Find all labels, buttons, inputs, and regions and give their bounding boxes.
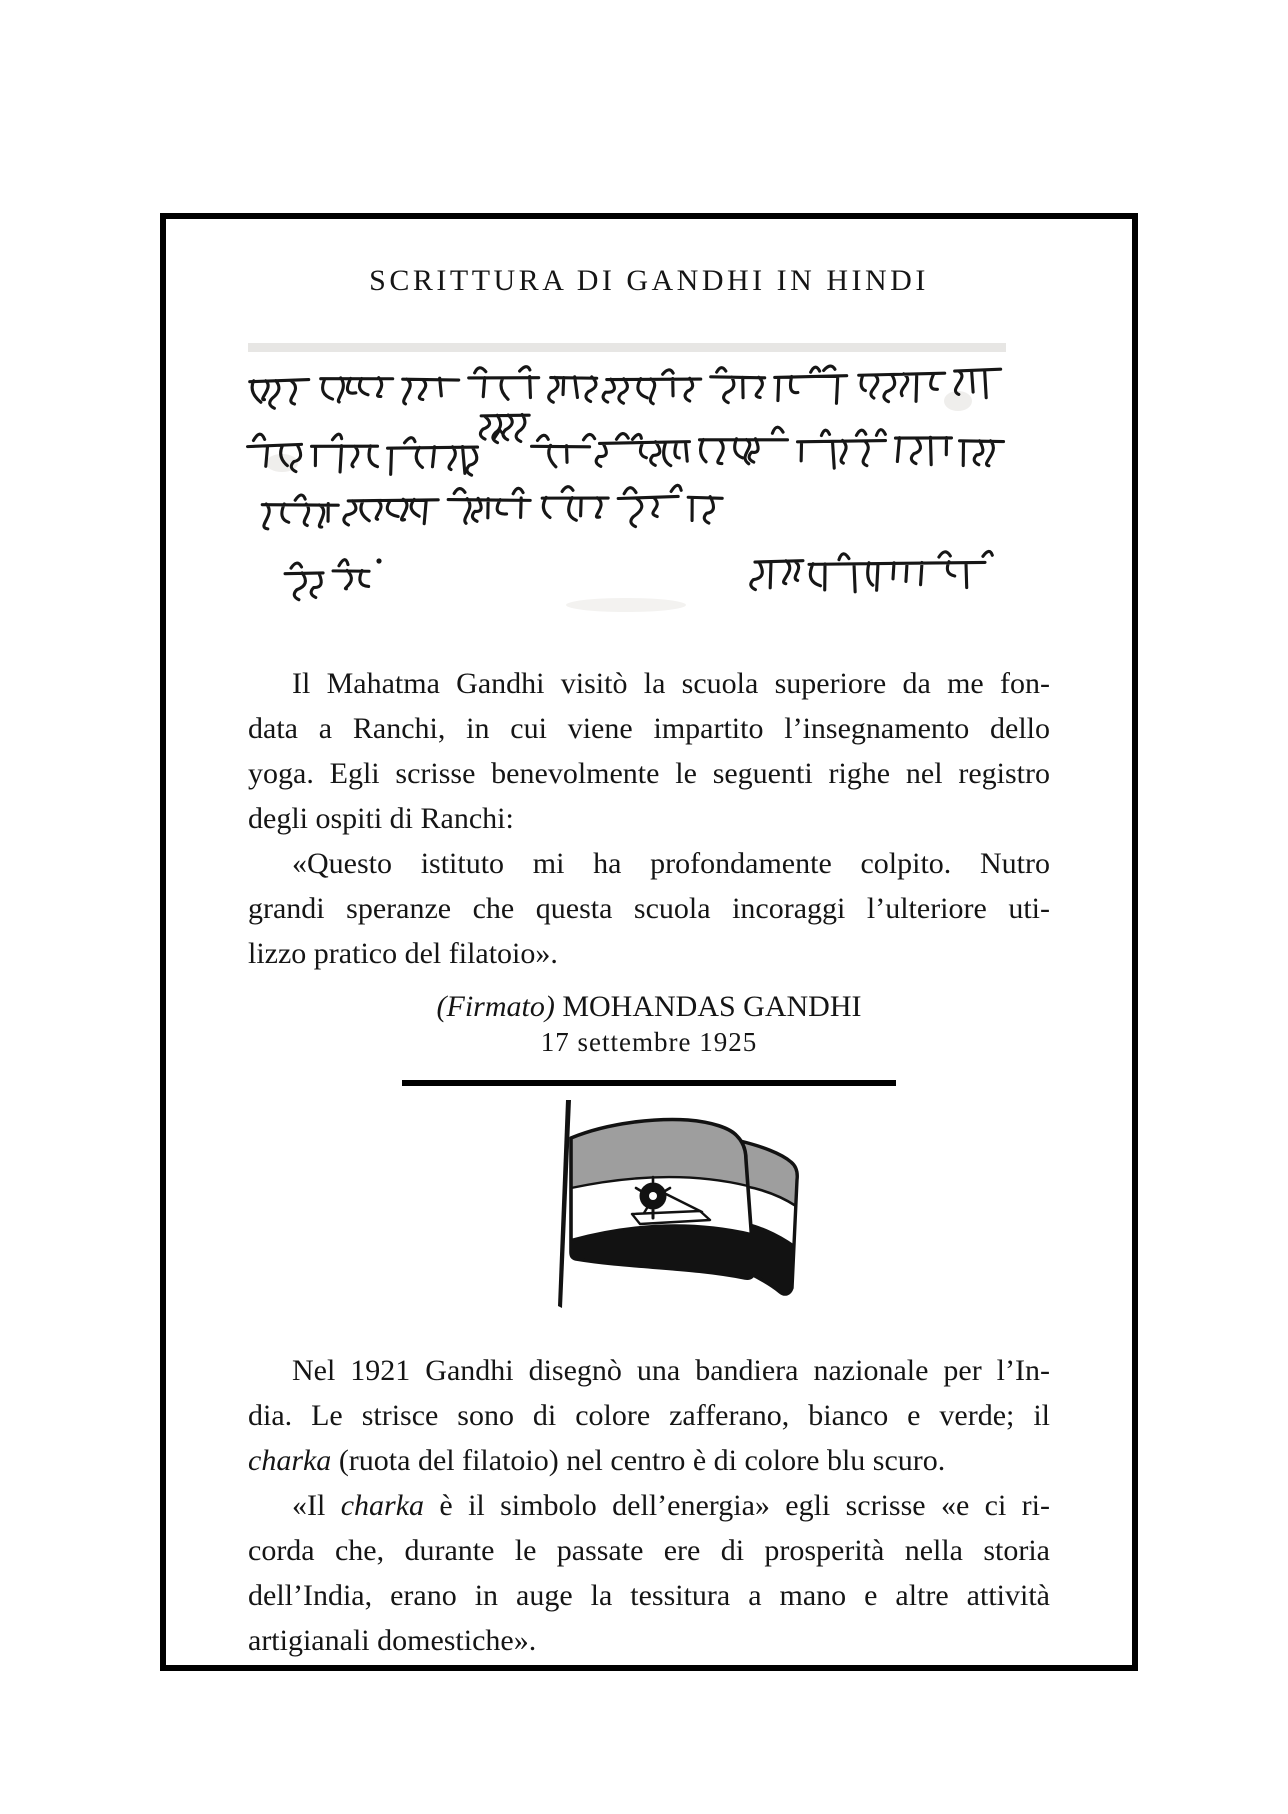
text-line: corda che, durante le passate ere di prosperità nella storia (248, 1534, 1050, 1567)
signature-date: 17 settembre 1925 (540, 1027, 758, 1057)
signature-line (248, 988, 1050, 1026)
text-line: dell’India, erano in auge la tessitura a mano e altre attività (248, 1579, 1050, 1612)
flag-pole (558, 1100, 571, 1308)
handwriting-stroke (469, 367, 539, 400)
handwriting-image (246, 343, 1008, 619)
signature-name: MOHANDAS GANDHI (562, 990, 862, 1023)
text-line: data a Ranchi, in cui viene impartito l’insegnamento dello (248, 712, 1050, 745)
handwriting-stroke (542, 486, 608, 521)
handwriting-stroke (775, 366, 847, 404)
text-line: yoga. Egli scrisse benevolmente le seguenti righe nel registro (248, 757, 1050, 790)
handwriting-stroke (960, 440, 1004, 466)
page-frame (160, 213, 1138, 1671)
text-line: lizzo pratico del filatoio». (248, 937, 558, 970)
handwriting-stroke (688, 496, 722, 523)
paragraph (248, 661, 1050, 841)
handwriting-figure (246, 343, 1008, 619)
scan-artifact (248, 343, 1006, 352)
handwriting-stroke (333, 559, 369, 589)
flag-illustration (540, 1094, 840, 1322)
handwriting-stroke (531, 434, 595, 467)
handwriting-stroke (596, 433, 690, 467)
handwriting-stroke (750, 561, 803, 590)
handwriting-stroke (387, 437, 477, 476)
handwriting-stroke (603, 369, 701, 404)
handwriting-stroke (809, 551, 993, 592)
handwriting-stroke (250, 380, 309, 409)
section-divider (402, 1080, 896, 1086)
page-title: SCRITTURA DI GANDHI IN HINDI (369, 264, 929, 297)
handwriting-stroke (262, 495, 338, 529)
text-line: charka (ruota del filatoio) nel centro è di colore blu scuro. (248, 1444, 946, 1477)
scan-artifact (566, 598, 686, 612)
signature-prefix: (Firmato) (436, 990, 555, 1023)
handwriting-stroke (448, 488, 530, 524)
handwriting-stroke (548, 377, 597, 403)
flag-figure (540, 1094, 840, 1322)
handwriting-stroke (321, 377, 393, 402)
handwriting-stroke (403, 378, 459, 404)
handwriting-stroke (699, 427, 787, 464)
text-line: «Questo istituto mi ha profondamente colpito. Nutro (292, 847, 1050, 880)
handwriting-stroke (311, 434, 377, 473)
ink-dot (376, 558, 381, 563)
page-content (166, 219, 1132, 1665)
handwriting-stroke (797, 429, 885, 468)
handwriting-stroke (895, 437, 951, 465)
handwriting-stroke (285, 563, 323, 600)
text-line: artigianali domestiche». (248, 1624, 537, 1657)
handwriting-stroke (859, 373, 945, 402)
handwriting-stroke (344, 499, 439, 525)
handwriting-stroke (618, 485, 682, 527)
paragraph (248, 841, 1050, 976)
text-line: dia. Le strisce sono di colore zafferano, bianco e verde; il (248, 1399, 1050, 1432)
text-line: grandi speranze che questa scuola incoraggi l’ulteriore uti- (248, 892, 1050, 925)
text-line: Il Mahatma Gandhi visitò la scuola superiore da me fon- (292, 667, 1050, 700)
text-line: Nel 1921 Gandhi disegnò una bandiera nazionale per l’In- (292, 1354, 1050, 1387)
text-line: «Il charka è il simbolo dell’energia» egli scrisse «e ci ri- (292, 1489, 1050, 1522)
paragraph (248, 1483, 1050, 1663)
paragraph (248, 1348, 1050, 1483)
handwriting-stroke (711, 367, 765, 403)
text-line: degli ospiti di Ranchi: (248, 802, 514, 835)
